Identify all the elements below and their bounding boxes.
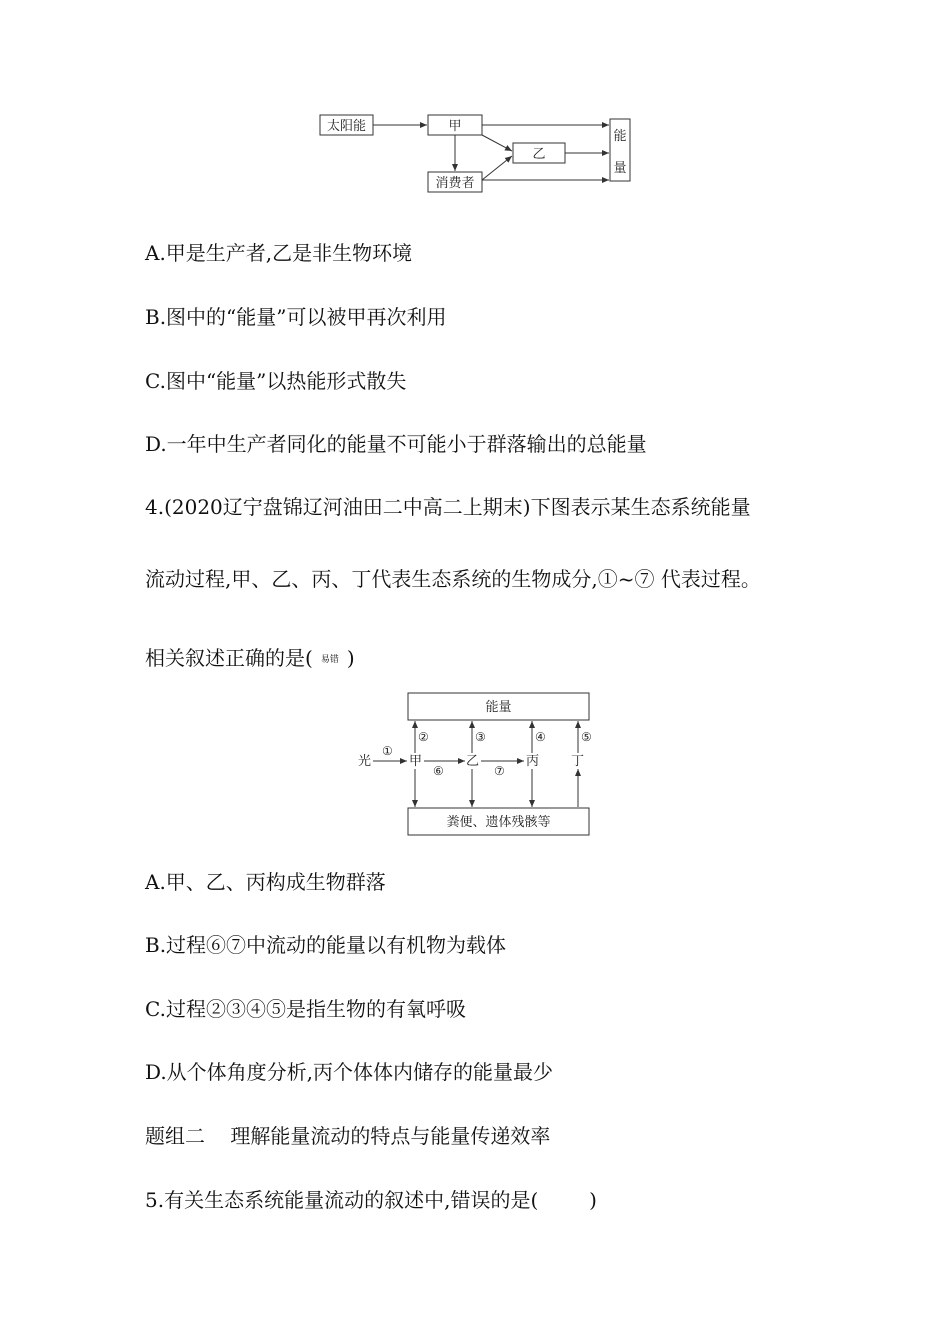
svg-text:能量: 能量 <box>485 700 512 715</box>
q5-stem: 5.有关生态系统能量流动的叙述中,错误的是( ) <box>145 1188 597 1212</box>
svg-text:乙: 乙 <box>532 147 546 162</box>
q3-option-c: C.图中“能量”以热能形式散失 <box>145 369 407 393</box>
q4-stem-line1: 4.(2020辽宁盘锦辽河油田二中高二上期末)下图表示某生态系统能量 <box>145 495 751 519</box>
svg-text:粪便、遗体残骸等: 粪便、遗体残骸等 <box>446 815 551 830</box>
energy-box-2 <box>408 693 589 720</box>
arrow-jia-yi <box>482 135 512 151</box>
energy-box <box>610 119 630 181</box>
consumer-box <box>428 172 482 192</box>
svg-text:能: 能 <box>613 129 627 144</box>
q4-option-a: A.甲、乙、丙构成生物群落 <box>145 870 386 894</box>
svg-text:甲: 甲 <box>448 119 462 134</box>
svg-text:太阳能: 太阳能 <box>326 119 367 134</box>
q4-stem-line2: 流动过程,甲、乙、丙、丁代表生态系统的生物成分,①~⑦ 代表过程。 <box>145 567 761 591</box>
q3-option-b: B.图中的“能量”可以被甲再次利用 <box>145 305 447 329</box>
yi-box <box>513 143 565 163</box>
q4-stem-line3 <box>145 646 355 672</box>
yi-label: 乙 <box>466 754 480 769</box>
jia-box <box>428 115 482 135</box>
q4-option-b: B.过程⑥⑦中流动的能量以有机物为载体 <box>145 933 507 957</box>
energy-flow-diagram-2 <box>0 685 950 845</box>
bing-label: 丙 <box>526 754 540 769</box>
q4-option-c: C.过程②③④⑤是指生物的有氧呼吸 <box>145 997 466 1021</box>
solar-box <box>320 115 373 135</box>
light-label: 光 <box>358 754 372 769</box>
waste-box <box>408 808 589 835</box>
error-prone-tag: 易错 <box>320 654 339 665</box>
process-7-label: ⑦ <box>494 764 505 778</box>
q4-stem-text: 相关叙述正确的是( <box>145 646 313 670</box>
arrow-consumer-yi <box>482 156 512 180</box>
process-1-label: ① <box>382 744 393 758</box>
q4-stem-paren: ) <box>346 646 355 670</box>
jia-label: 甲 <box>409 754 423 769</box>
process-2-label: ② <box>418 730 429 744</box>
q4-option-d: D.从个体角度分析,丙个体体内储存的能量最少 <box>145 1060 554 1084</box>
process-6-label: ⑥ <box>433 764 444 778</box>
ding-label: 丁 <box>571 754 585 769</box>
energy-flow-diagram-1 <box>0 0 950 200</box>
q3-option-a: A.甲是生产者,乙是非生物环境 <box>145 241 413 265</box>
section-title: 题组二 理解能量流动的特点与能量传递效率 <box>145 1124 551 1148</box>
svg-text:消费者: 消费者 <box>435 176 475 191</box>
svg-text:量: 量 <box>613 161 627 176</box>
q3-option-d: D.一年中生产者同化的能量不可能小于群落输出的总能量 <box>145 432 647 456</box>
process-4-label: ④ <box>535 730 546 744</box>
process-3-label: ③ <box>475 730 486 744</box>
process-5-label: ⑤ <box>581 730 592 744</box>
